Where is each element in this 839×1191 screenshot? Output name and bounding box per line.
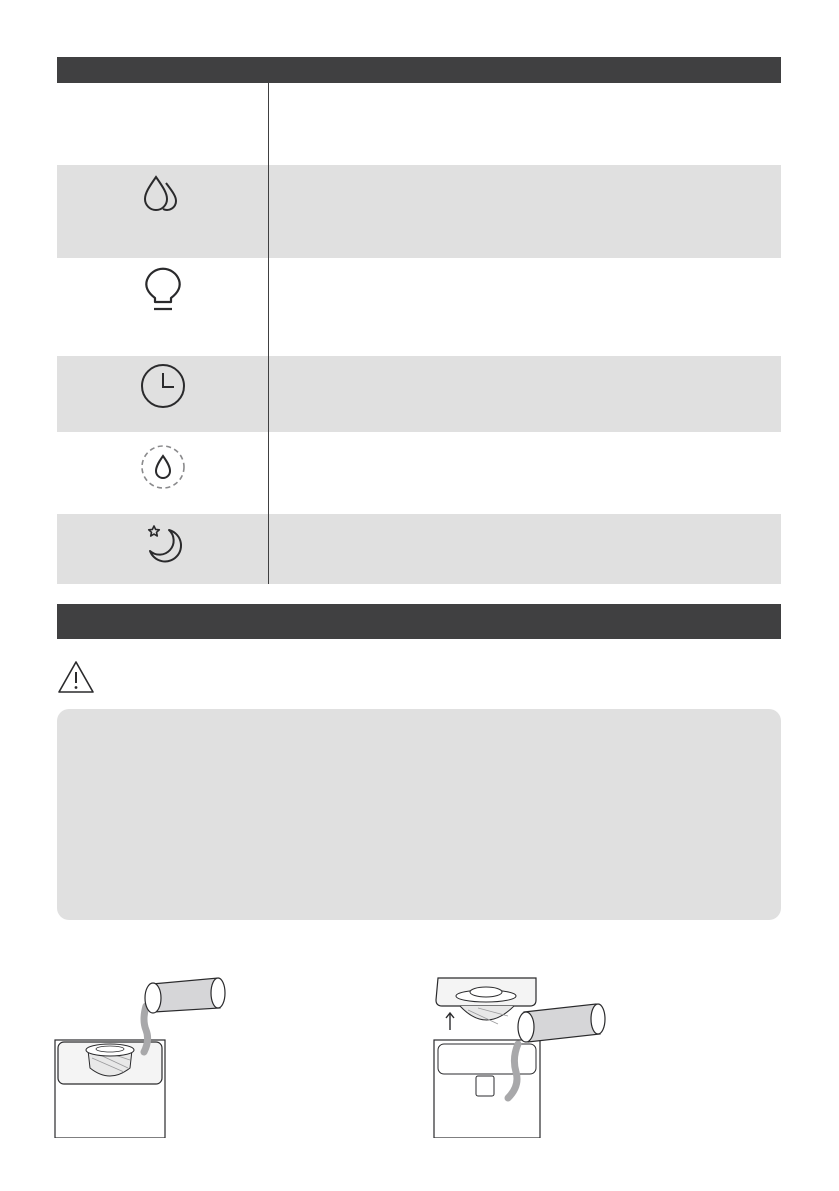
remove-top-cover-fill-tank-illustration (428, 968, 618, 1138)
table-row (57, 258, 781, 356)
table-row (57, 432, 781, 514)
dashed-circle-drop-icon (138, 442, 188, 492)
icon-cell (57, 258, 268, 356)
table-row (57, 356, 781, 432)
light-bulb-icon (141, 266, 185, 316)
clock-icon (139, 362, 187, 410)
warning-triangle-icon (57, 660, 95, 694)
icon-cell (57, 83, 268, 165)
table-row (57, 83, 781, 165)
icon-cell (57, 356, 268, 432)
function-table (57, 83, 781, 584)
icon-cell (57, 432, 268, 514)
icon-cell (57, 165, 268, 258)
caution-notes-list (57, 709, 781, 725)
fill-water-from-top-illustration (50, 968, 240, 1138)
table-row (57, 514, 781, 584)
column-divider (268, 83, 269, 584)
double-drop-icon (141, 171, 185, 215)
section-header-bar (57, 604, 781, 639)
section-header-bar (57, 57, 781, 83)
icon-cell (57, 514, 268, 584)
caution-notes-box (57, 709, 781, 920)
moon-star-icon (138, 518, 188, 568)
table-row (57, 165, 781, 258)
